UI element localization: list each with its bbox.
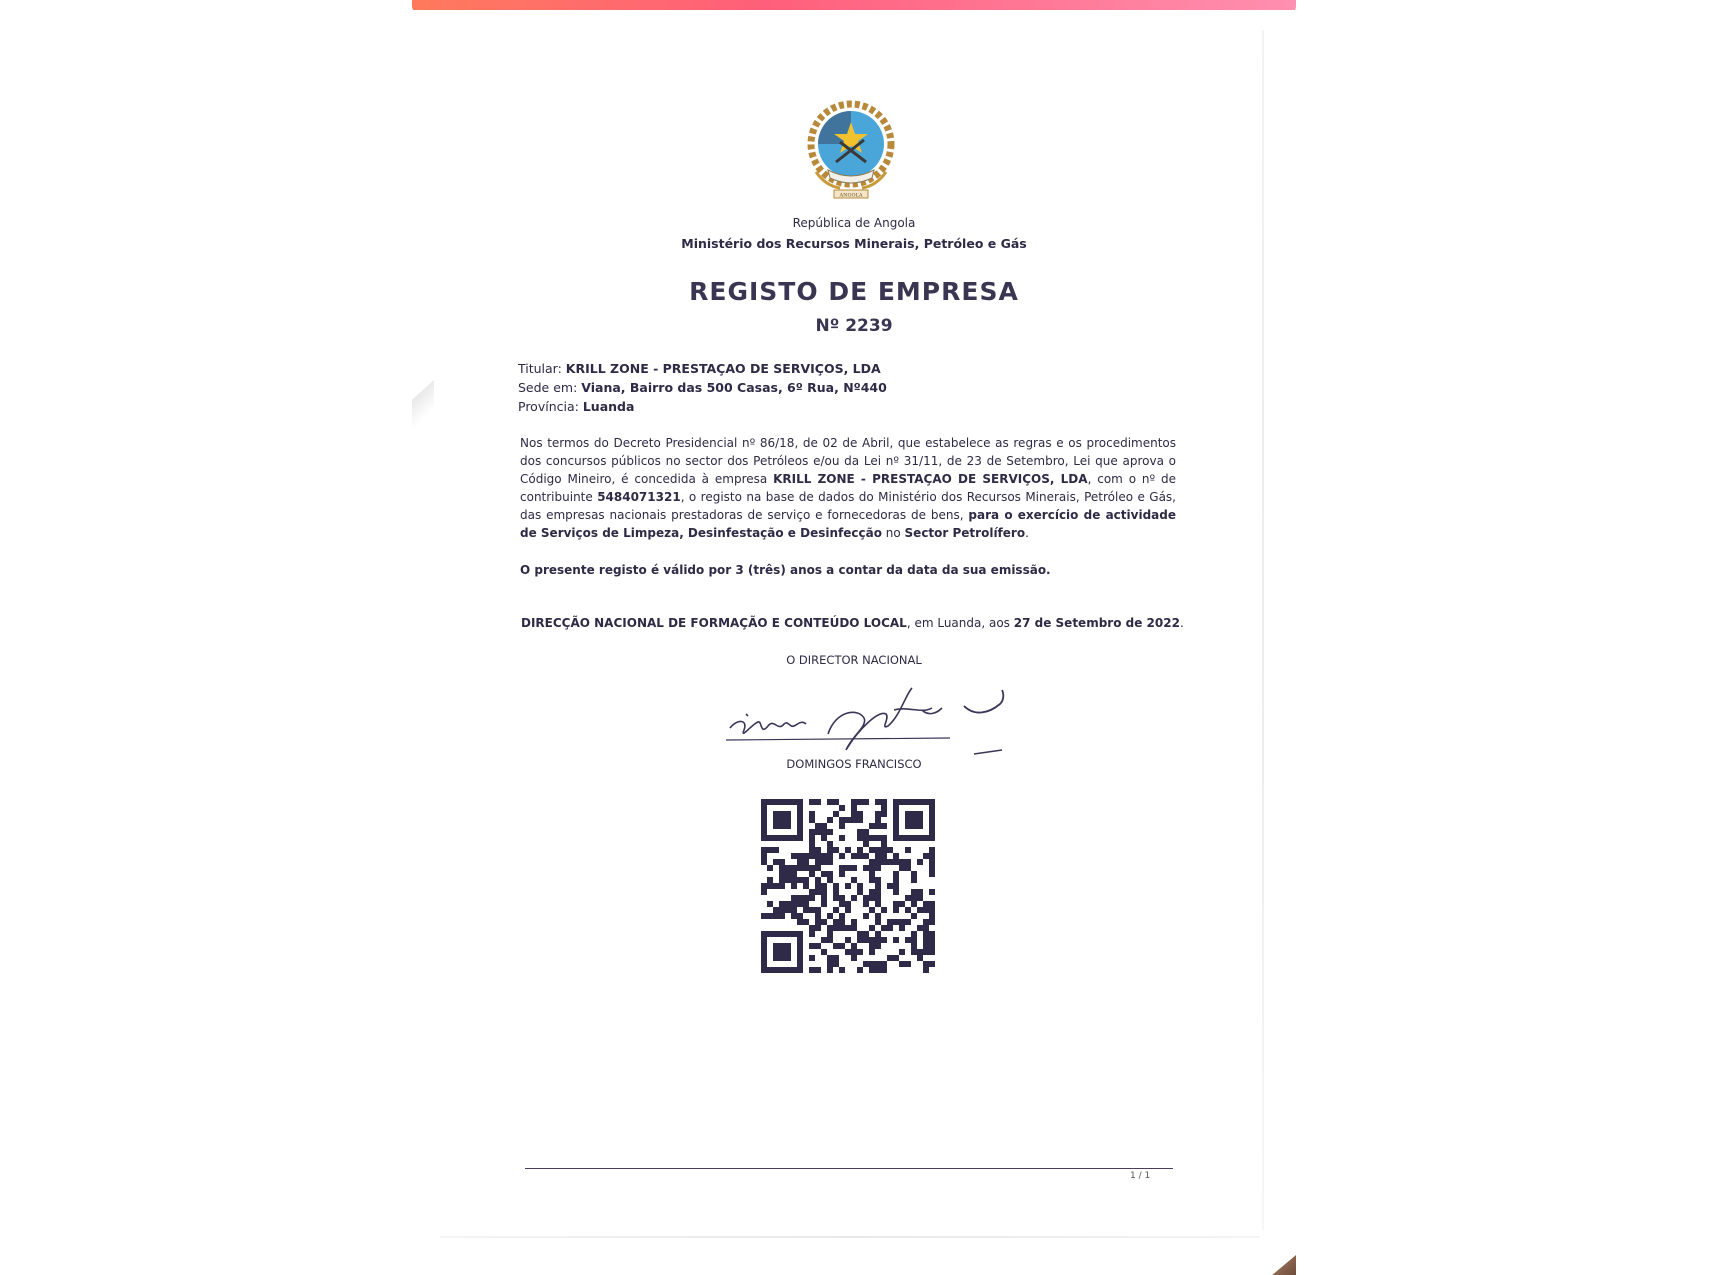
issuance-line bbox=[521, 616, 1184, 630]
seat-label: Sede em: bbox=[518, 380, 582, 395]
body-taxpayer-number: 5484071321 bbox=[597, 490, 681, 504]
province-label: Província: bbox=[518, 399, 583, 414]
body-company-name: KRILL ZONE - PRESTAÇAO DE SERVIÇOS, LDA bbox=[773, 472, 1088, 486]
body-paragraph bbox=[520, 434, 1176, 542]
handwritten-signature bbox=[718, 680, 1028, 760]
holder-value: KRILL ZONE - PRESTAÇAO DE SERVIÇOS, LDA bbox=[565, 361, 881, 376]
province-row bbox=[518, 397, 887, 416]
validity-statement: O presente registo é válido por 3 (três) anos a contar da data da sua emissão. bbox=[520, 563, 1051, 577]
body-activity: para o exercício de actividade de Serviços de Limpeza, Desinfestação e Desinfecção bbox=[520, 508, 1176, 540]
emblem-banner-text: ANGOLA bbox=[839, 192, 863, 199]
province-value: Luanda bbox=[582, 399, 635, 414]
body-text: . bbox=[1025, 526, 1029, 540]
company-fields bbox=[518, 359, 887, 416]
body-text: , com o nº de contribuinte bbox=[520, 472, 1176, 504]
issuance-end: . bbox=[1179, 616, 1184, 630]
republic-name: República de Angola bbox=[792, 216, 916, 230]
holder-label: Titular: bbox=[518, 361, 566, 376]
page-title: REGISTO DE EMPRESA bbox=[689, 277, 1019, 306]
signatory-name: DOMINGOS FRANCISCO bbox=[786, 757, 922, 771]
page-bottom-edge bbox=[440, 1236, 1260, 1238]
ministry-name: Ministério dos Recursos Minerais, Petróleo e Gás bbox=[681, 236, 1027, 251]
page-number: 1 / 1 bbox=[1130, 1171, 1151, 1181]
footer-divider bbox=[525, 1168, 1173, 1169]
issuance-place: , em Luanda, aos bbox=[906, 616, 1014, 630]
registration-number: Nº 2239 bbox=[815, 316, 893, 336]
qr-code-icon bbox=[761, 795, 935, 977]
holder-row bbox=[518, 359, 887, 378]
body-sector: Sector Petrolífero bbox=[904, 526, 1026, 540]
director-title: O DIRECTOR NACIONAL bbox=[786, 653, 922, 667]
issuing-authority: DIRECÇÃO NACIONAL DE FORMAÇÃO E CONTEÚDO LOCAL bbox=[521, 616, 907, 630]
seat-row bbox=[518, 378, 887, 397]
angola-emblem-icon bbox=[806, 100, 896, 204]
page-edge bbox=[1262, 30, 1264, 1230]
body-text: no bbox=[881, 526, 905, 540]
body-text: Nos termos do Decreto Presidencial nº 86/18, de 02 de Abril, que estabelece as regras e os procedimentos dos concursos públicos no sector dos Petróleos e/ou da Lei nº 31/11, de 23 de Setembro, Lei que aprova o Código Mineiro, é concedida à empresa bbox=[520, 436, 1176, 486]
issuance-date: 27 de Setembro de 2022 bbox=[1013, 616, 1180, 630]
seat-value: Viana, Bairro das 500 Casas, 6º Rua, Nº440 bbox=[581, 380, 887, 395]
body-text: , o registo na base de dados do Ministério dos Recursos Minerais, Petróleo e Gás, das empresas nacionais prestadoras de serviço e fornecedoras de bens, bbox=[520, 490, 1176, 522]
